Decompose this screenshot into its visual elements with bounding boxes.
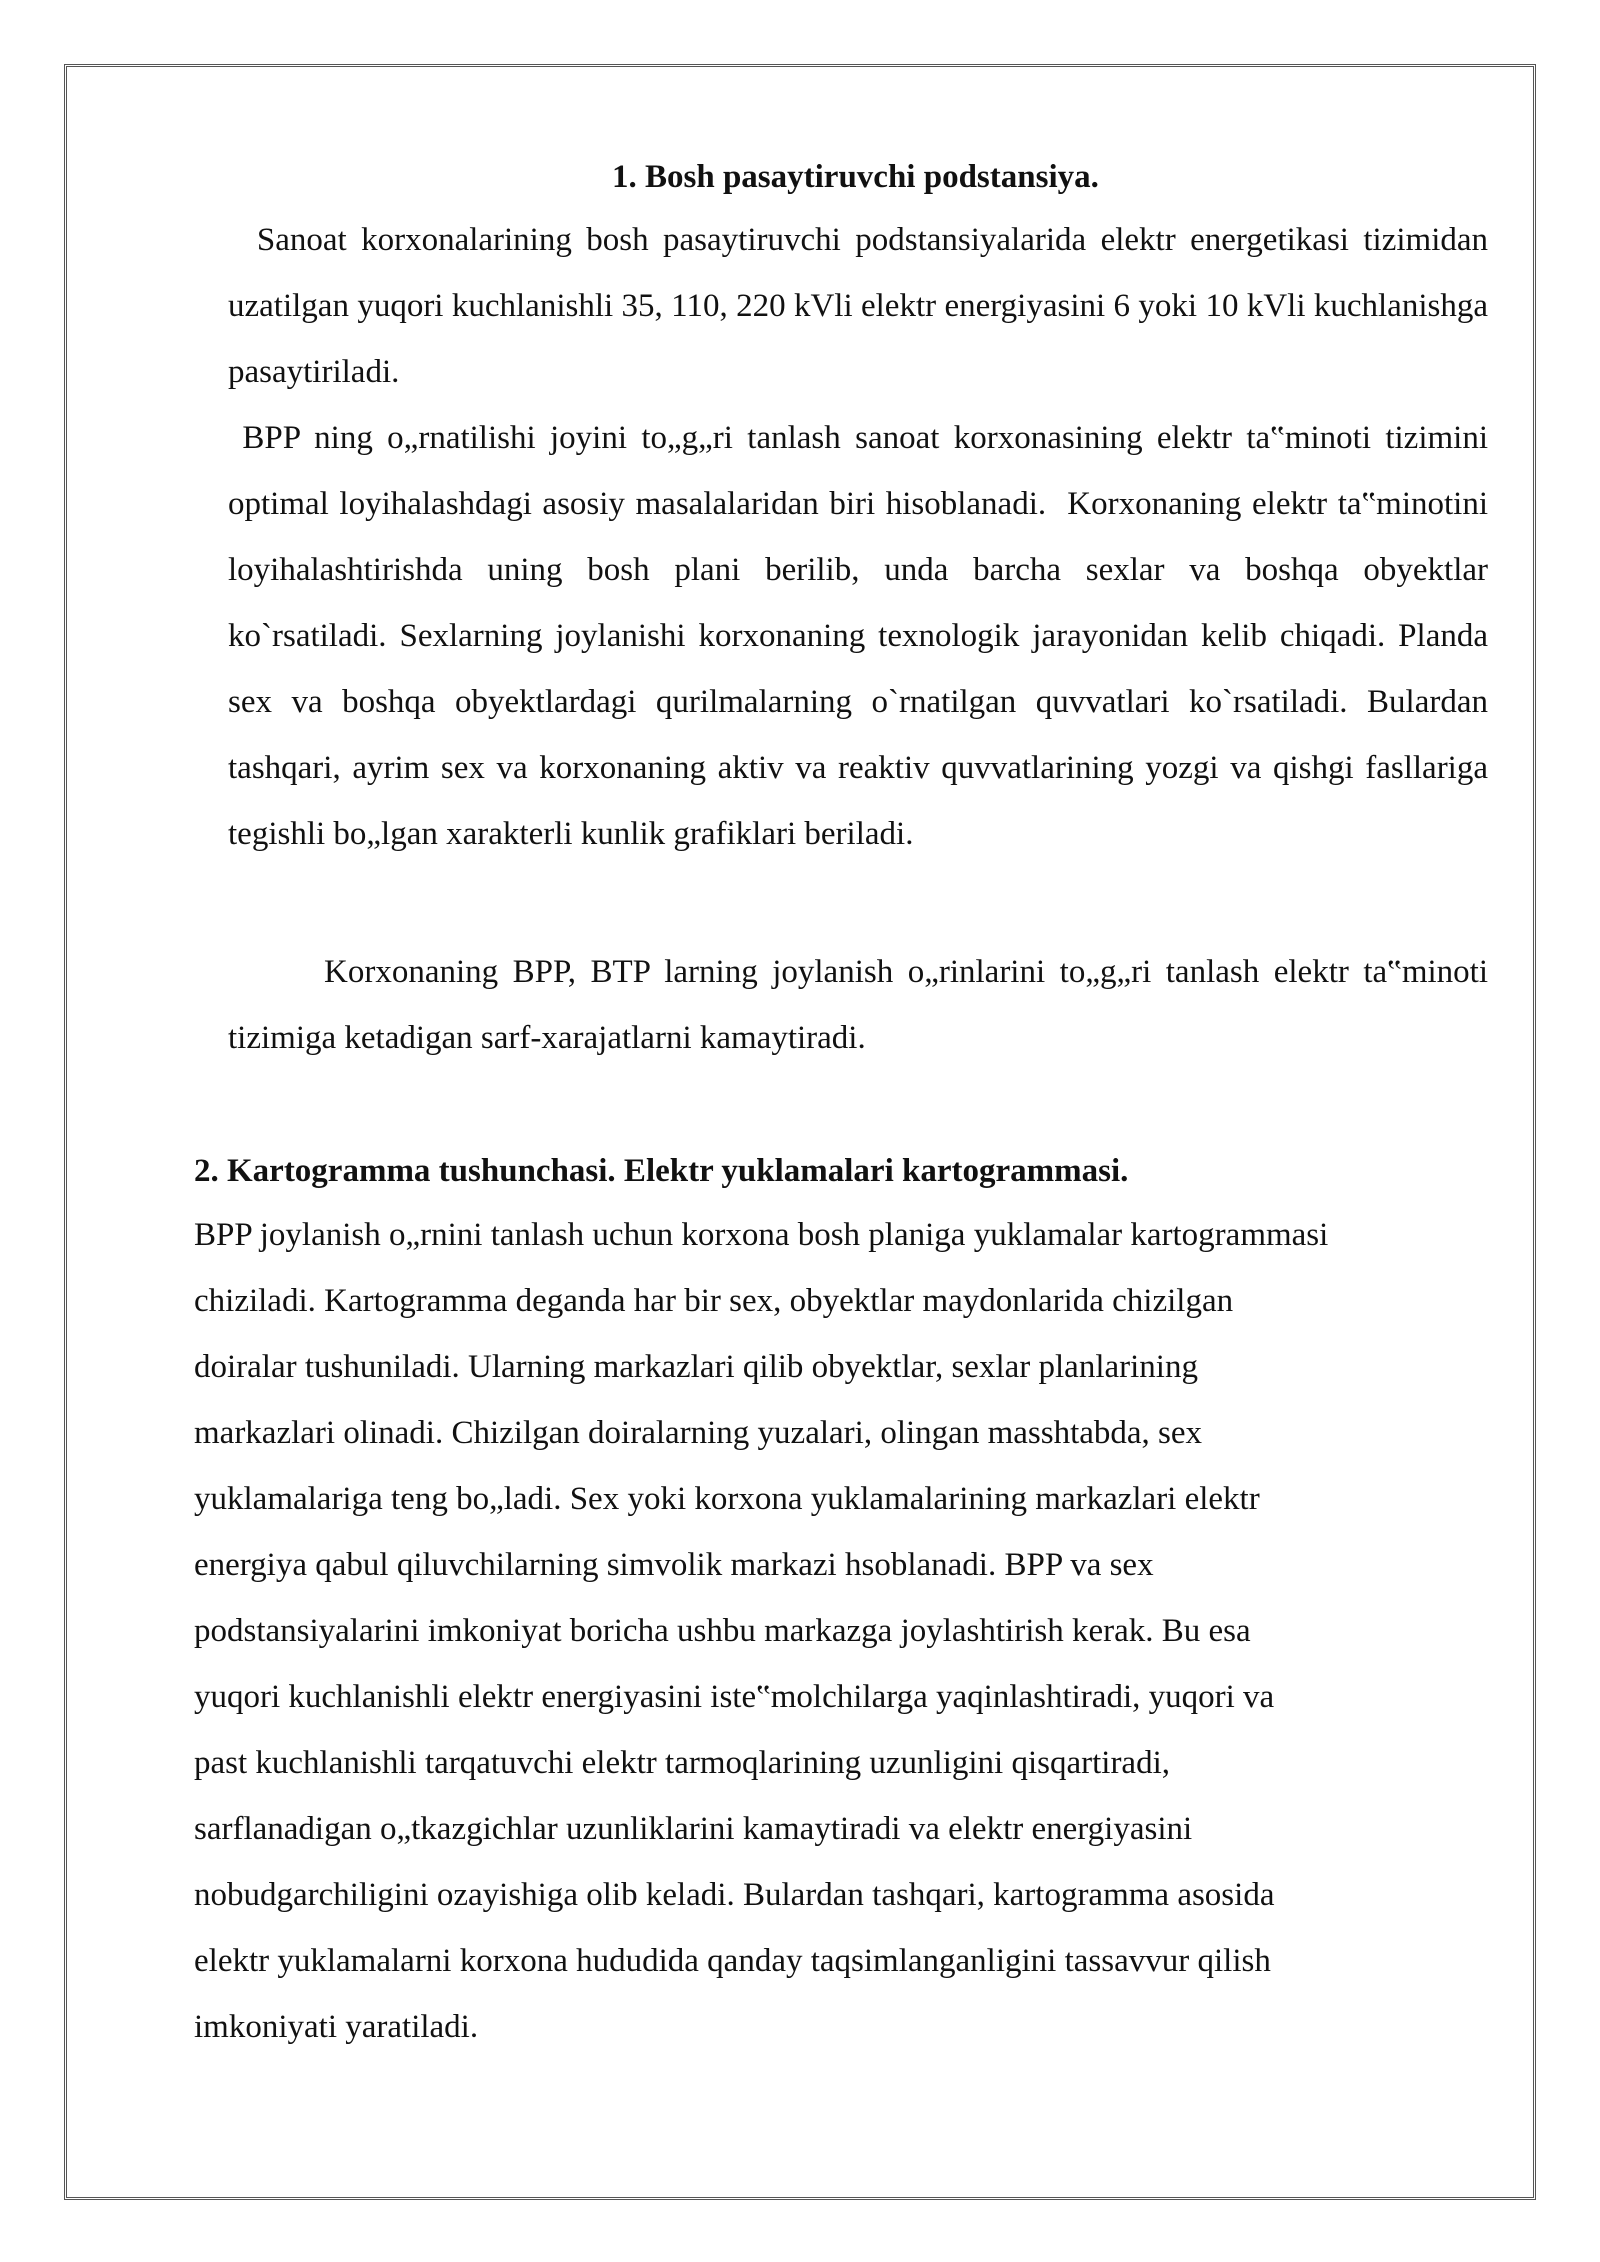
section-2-paragraph: BPP joylanish o„rnini tanlash uchun korxona bosh planiga yuklamalar kartogrammasi chiziladi. Kartogramma deganda har bir sex, obyektlar maydonlarida chizilgan doiralar tushuniladi. Ularning markazlari qilib obyektlar, sexlar planlarining markazlari olinadi. Chizilgan doiralarning yuzalari, olingan masshtabda, sex yuklamalariga teng bo„ladi. Sex yoki korxona yuklamalarining markazlari elektr energiya qabul qiluvchilarning simvolik markazi hsoblanadi. BPP va sex podstansiyalarini imkoniyat boricha ushbu markazga joylashtirish kerak. Bu esa yuqori kuchlanishli elektr energiyasini iste‟molchilarga yaqinlashtiradi, yuqori va past kuchlanishli tarqatuvchi elektr tarmoqlarining uzunligini qisqartiradi, sarflanadigan o„tkazgichlar uzunliklarini kamaytiradi va elektr energiyasini nobudgarchiligini ozayishiga olib keladi. Bulardan tashqari, kartogramma asosida elektr yuklamalarni korxona hududida qanday taqsimlanganligini tassavvur qilish imkoniyati yaratiladi. [194, 1217, 1329, 2045]
section-1-paragraph-3: Korxonaning BPP, BTP larning joylanish o„rinlarini to„g„ri tanlash elektr ta‟minoti tizimiga ketadigan sarf-xarajatlarni kamaytiradi. [228, 954, 1488, 1056]
section-1-paragraph-2: BPP ning o„rnatilishi joyini to„g„ri tanlash sanoat korxonasining elektr ta‟minoti tizimini optimal loyihalashdagi asosiy masalalaridan biri hisoblanadi. Korxonaning elektr ta‟minotini loyihalashtirishda uning bosh plani berilib, unda barcha sexlar va boshqa obyektlar ko`rsatiladi. Sexlarning joylanishi korxonaning texnologik jarayonidan kelib chiqadi. Planda sex va boshqa obyektlardagi qurilmalarning o`rnatilgan quvvatlari ko`rsatiladi. Bulardan tashqari, ayrim sex va korxonaning aktiv va reaktiv quvvatlarining yozgi va qishgi fasllariga tegishli bo„lgan xarakterli kunlik grafiklari beriladi. [228, 420, 1497, 852]
section-1-paragraph-1: Sanoat korxonalarining bosh pasaytiruvchi podstansiyalarida elektr energetikasi tizimidan uzatilgan yuqori kuchlanishli 35, 110, 220 kVli elektr energiyasini 6 yoki 10 kVli kuchlanishga pasaytiriladi. [228, 222, 1497, 390]
section-1-heading: 1. Bosh pasaytiruvchi podstansiya. [612, 159, 1099, 195]
section-2-heading: 2. Kartogramma tushunchasi. Elektr yuklamalari kartogrammasi. [194, 1153, 1129, 1189]
